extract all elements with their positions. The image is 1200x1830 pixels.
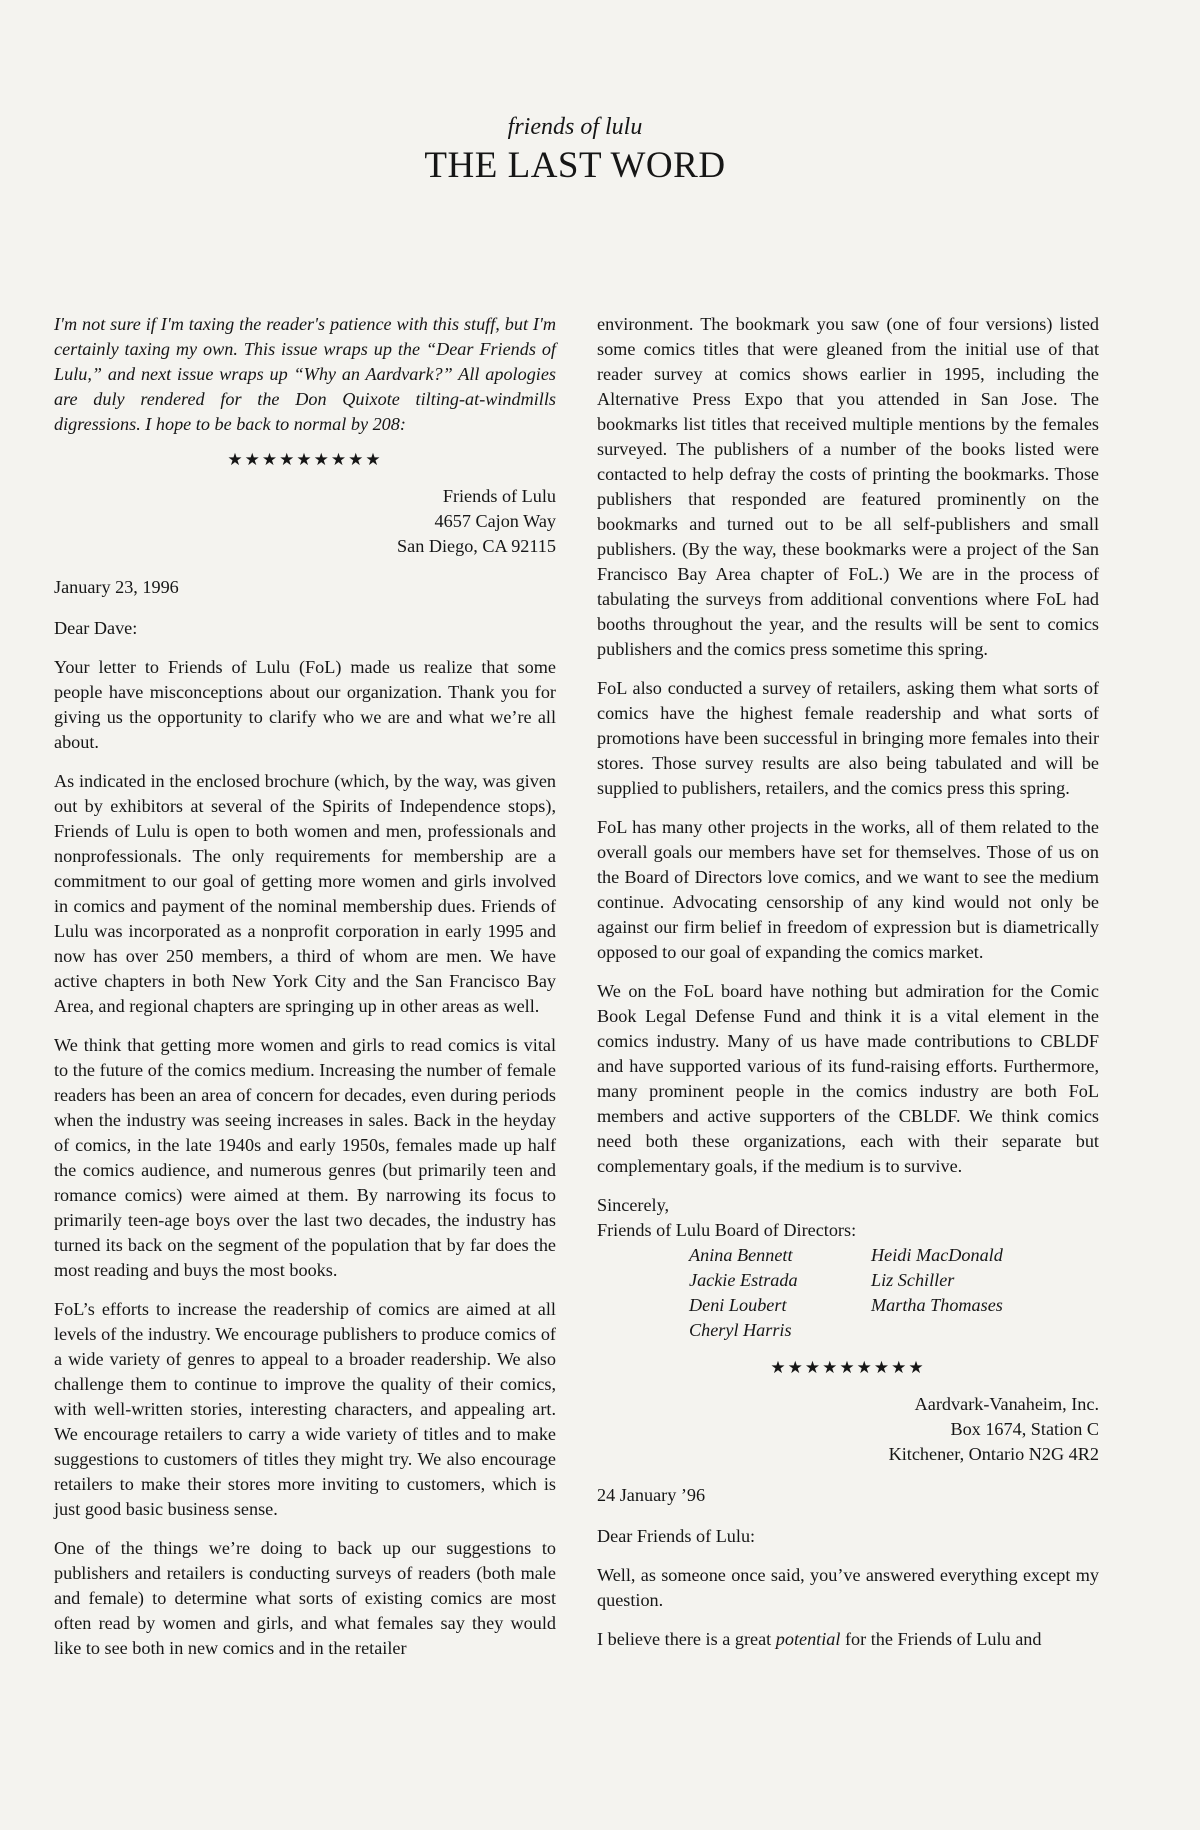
signer-name: Liz Schiller xyxy=(871,1270,955,1290)
letter-paragraph: FoL’s efforts to increase the readership of comics are aimed at all levels of the industry. We encourage publishers to produce comics of a wide variety of genres to appeal to a broader readership. We also challenge them to continue to improve the quality of their comics, with well-written stories, interesting characters, and appealing art. We encourage retailers to carry a wide variety of titles and to make suggestions to customers of titles they might try. We also encourage retailers to make their stores more inviting to customers, which is just good basic business sense. xyxy=(54,1299,556,1519)
signer-name: Martha Thomases xyxy=(871,1295,1003,1315)
paragraph-text: I believe there is a great xyxy=(597,1629,776,1649)
letter-paragraph: We on the FoL board have nothing but admiration for the Comic Book Legal Defense Fund and think it is a vital element in the comics industry. Many of us have made contributions to CBLDF and have supported various of its fund-raising efforts. Furthermore, many prominent people in the comics industry are both FoL members and active supporters of the CBLDF. We think comics need both these organizations, each with their separate but complementary goals, if the medium is to survive. xyxy=(597,981,1099,1176)
signer-name: Deni Loubert xyxy=(689,1295,787,1315)
emphasis-text: potential xyxy=(775,1629,841,1649)
signer-name: Anina Bennett xyxy=(689,1245,793,1265)
letter-paragraph: environment. The bookmark you saw (one of four versions) listed some comics titles that were gleaned from the initial use of that reader survey at comics shows earlier in 1995, including the Alternative Press Expo that you attended in San Jose. The bookmarks list titles that received multiple mentions by the females surveyed. The publishers of a number of the books listed were contacted to help defray the costs of printing the bookmarks. Those publishers that responded are featured prominently on the bookmarks and turned out to be all self-publishers and small publishers. (By the way, these bookmarks were a project of the San Francisco Bay Area chapter of FoL.) We are in the process of tabulating the surveys from additional conventions where FoL had booths throughout the year, and the results will be sent to comics publishers and the comics press sometime this spring. xyxy=(597,314,1099,659)
address-line: Friends of Lulu xyxy=(442,486,556,506)
fol-address xyxy=(54,484,556,559)
signer-list xyxy=(689,1243,1099,1343)
left-column xyxy=(54,312,556,1675)
address-line: Aardvark-Vanaheim, Inc. xyxy=(914,1394,1099,1414)
letter-paragraph: As indicated in the enclosed brochure (which, by the way, was given out by exhibitors at several of the Spirits of Independence stops), Friends of Lulu is open to both women and men, professionals and nonprofessionals. The only requirements for membership are a commitment to our goal of getting more women and girls involved in comics and payment of the nominal membership dues. Friends of Lulu was incorporated as a nonprofit corporation in early 1995 and now has over 250 members, a third of whom are men. We have active chapters in both New York City and the San Francisco Bay Area, and regional chapters are springing up in other areas as well. xyxy=(54,771,556,1016)
header-kicker: friends of lulu xyxy=(507,114,643,140)
paragraph-text: for the Friends of Lulu and xyxy=(840,1629,1042,1649)
letter-closing: Sincerely, xyxy=(597,1195,670,1215)
intro-text: I'm not sure if I'm taxing the reader's patience with this stuff, but I'm certainly taxing my own. This issue wraps up the “Dear Friends of Lulu,” and next issue wraps up “Why an Aardvark?” All apologies are duly rendered for the Don Quixote tilting-at-windmills digressions. xyxy=(54,314,556,434)
letter-paragraph: FoL also conducted a survey of retailers, asking them what sorts of comics have the highest female readership and what sorts of promotions have been successful in bringing more females into their stores. Those survey results are also being tabulated and will be supplied to publishers, retailers, and the comics press this spring. xyxy=(597,678,1099,798)
address-line: Kitchener, Ontario N2G 4R2 xyxy=(888,1444,1099,1464)
signed-by: Friends of Lulu Board of Directors: xyxy=(597,1220,857,1240)
letter-salutation: Dear Friends of Lulu: xyxy=(597,1526,756,1546)
page-title: THE LAST WORD xyxy=(424,145,726,186)
right-column xyxy=(597,312,1099,1666)
letter-paragraph: Your letter to Friends of Lulu (FoL) made us realize that some people have misconceptions about our organization. Thank you for giving us the opportunity to clarify who we are and what we’re all about. xyxy=(54,657,556,752)
letter-date: January 23, 1996 xyxy=(54,577,179,597)
letter-paragraph: We think that getting more women and girls to read comics is vital to the future of the comics medium. Increasing the number of female readers has been an area of concern for decades, even during periods when the industry was seeing increases in sales. Back in the heyday of comics, in the late 1940s and early 1950s, females made up half the comics audience, and numerous genres (but primarily teen and romance comics) were aimed at them. By narrowing its focus to primarily teen-age boys over the last two decades, the industry has turned its back on the segment of the population that by far does the most reading and buys the most books. xyxy=(54,1035,556,1280)
letter-paragraph: Well, as someone once said, you’ve answered everything except my question. xyxy=(597,1565,1099,1610)
page-header xyxy=(0,112,1150,188)
signer-name: Jackie Estrada xyxy=(689,1270,798,1290)
star-divider: ★★★★★★★★★ xyxy=(227,450,383,469)
av-address xyxy=(597,1392,1099,1467)
letter-paragraph: FoL has many other projects in the works, all of them related to the overall goals our members have set for themselves. Those of us on the Board of Directors love comics, and we want to see the medium continue. Advocating censorship of any kind would not only be against our firm belief in freedom of expression but is diametrically opposed to our goal of expanding the comics market. xyxy=(597,817,1099,962)
star-divider: ★★★★★★★★★ xyxy=(770,1358,926,1377)
letter-date: 24 January ’96 xyxy=(597,1485,706,1505)
address-line: 4657 Cajon Way xyxy=(434,511,556,531)
letter-paragraph xyxy=(597,1627,1099,1652)
signer-name: Cheryl Harris xyxy=(689,1320,792,1340)
letter-paragraph: One of the things we’re doing to back up our suggestions to publishers and retailers is conducting surveys of readers (both male and female) to determine what sorts of existing comics are most often read by women and girls, and what females say they would like to see both in new comics and in the retailer xyxy=(54,1538,556,1658)
intro-text-end: I hope to be back to normal by 208: xyxy=(140,414,406,434)
signer-name: Heidi MacDonald xyxy=(871,1245,1003,1265)
letter-salutation: Dear Dave: xyxy=(54,618,138,638)
address-line: San Diego, CA 92115 xyxy=(397,536,556,556)
editor-intro xyxy=(54,312,556,437)
address-line: Box 1674, Station C xyxy=(950,1419,1099,1439)
